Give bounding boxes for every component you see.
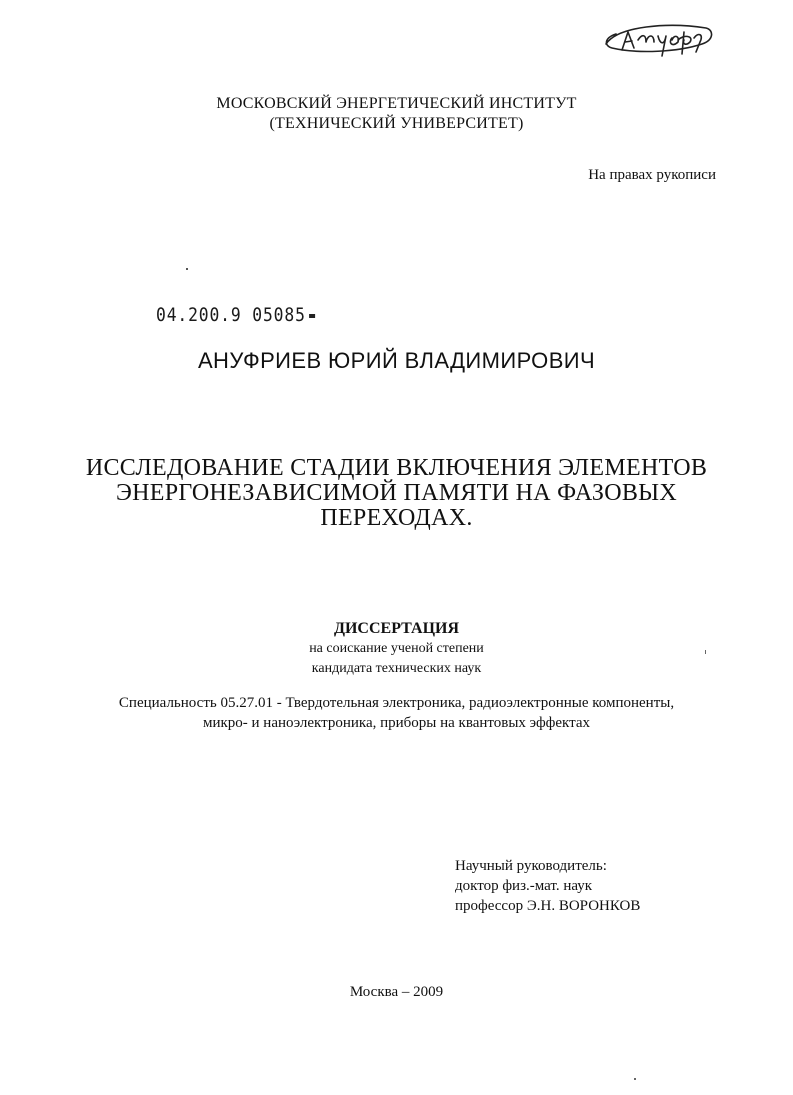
degree-line: кандидата технических наук — [311, 661, 482, 676]
specialty-line: Специальность 05.27.01 - Твердотельная электроника, радиоэлектронные компоненты, — [118, 695, 675, 711]
institute-name: МОСКОВСКИЙ ЭНЕРГЕТИЧЕСКИЙ ИНСТИТУТ — [216, 95, 577, 112]
specialty — [0, 693, 793, 733]
supervisor-label: Научный руководитель: — [455, 858, 607, 874]
degree-description — [0, 639, 793, 679]
author-name: АНУФРИЕВ ЮРИЙ ВЛАДИМИРОВИЧ — [197, 348, 596, 373]
rights-note: На правах рукописи — [588, 167, 716, 183]
institute-subtitle: (ТЕХНИЧЕСКИЙ УНИВЕРСИТЕТ) — [269, 115, 524, 132]
title-line: ИССЛЕДОВАНИЕ СТАДИИ ВКЛЮЧЕНИЯ ЭЛЕМЕНТОВ — [85, 455, 708, 481]
stamp-mark-icon — [309, 314, 315, 318]
supervisor-block — [455, 856, 640, 916]
specialty-line: микро- и наноэлектроника, приборы на квантовых эффектах — [202, 715, 591, 731]
scan-speck — [634, 1078, 636, 1080]
supervisor-degree: доктор физ.-мат. наук — [455, 878, 593, 894]
title-line: ЭНЕРГОНЕЗАВИСИМОЙ ПАМЯТИ НА ФАЗОВЫХ — [115, 480, 678, 506]
title-line: ПЕРЕХОДАХ. — [320, 505, 473, 531]
handwritten-signature-icon — [598, 18, 718, 62]
dissertation-title — [0, 456, 793, 531]
library-stamp-number — [156, 304, 315, 326]
institute-header — [0, 94, 793, 134]
stamp-number-text: 04.200.9 05085 — [156, 304, 306, 326]
supervisor-name: профессор Э.Н. ВОРОНКОВ — [455, 898, 641, 914]
dissertation-heading: ДИССЕРТАЦИЯ — [333, 620, 460, 637]
degree-line: на соискание ученой степени — [309, 641, 484, 656]
scan-speck — [186, 268, 188, 270]
city-year: Москва – 2009 — [349, 984, 444, 1000]
